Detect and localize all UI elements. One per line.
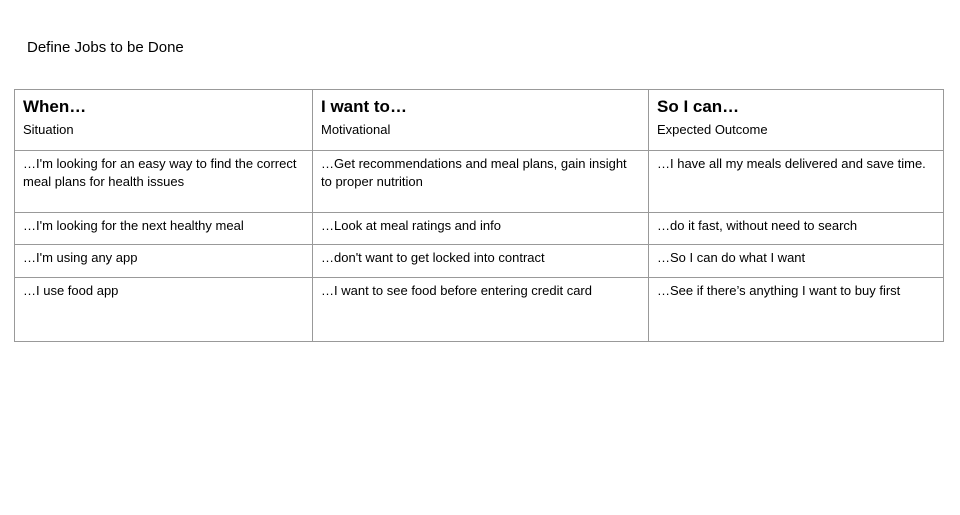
column-subheader-situation: Situation <box>23 122 74 137</box>
column-header-when <box>15 90 313 151</box>
page-title: Define Jobs to be Done <box>27 39 184 56</box>
table-cell: …do it fast, without need to search <box>649 213 944 245</box>
column-header-when-label: When… <box>23 97 87 116</box>
column-header-i-want-to-label: I want to… <box>321 97 407 116</box>
column-header-i-want-to <box>313 90 649 151</box>
table-cell: …don't want to get locked into contract <box>313 245 649 278</box>
table-cell: …See if there’s anything I want to buy first <box>649 278 944 342</box>
column-header-so-i-can-label: So I can… <box>657 97 740 116</box>
jobs-to-be-done-table <box>14 89 944 342</box>
table-row <box>15 278 944 342</box>
column-header-so-i-can <box>649 90 944 151</box>
table-row <box>15 151 944 213</box>
table-cell: …I'm looking for the next healthy meal <box>15 213 313 245</box>
table-cell: …So I can do what I want <box>649 245 944 278</box>
table-cell: …I want to see food before entering credit card <box>313 278 649 342</box>
table-cell: …I'm looking for an easy way to find the correct meal plans for health issues <box>15 151 313 213</box>
table-cell: …I'm using any app <box>15 245 313 278</box>
table-cell: …Get recommendations and meal plans, gain insight to proper nutrition <box>313 151 649 213</box>
column-subheader-motivational: Motivational <box>321 122 391 137</box>
column-subheader-expected-outcome: Expected Outcome <box>657 122 768 137</box>
table-cell: …I use food app <box>15 278 313 342</box>
table-cell: …Look at meal ratings and info <box>313 213 649 245</box>
table-row <box>15 245 944 278</box>
table-header-row <box>15 90 944 151</box>
table-cell: …I have all my meals delivered and save time. <box>649 151 944 213</box>
table-row <box>15 213 944 245</box>
